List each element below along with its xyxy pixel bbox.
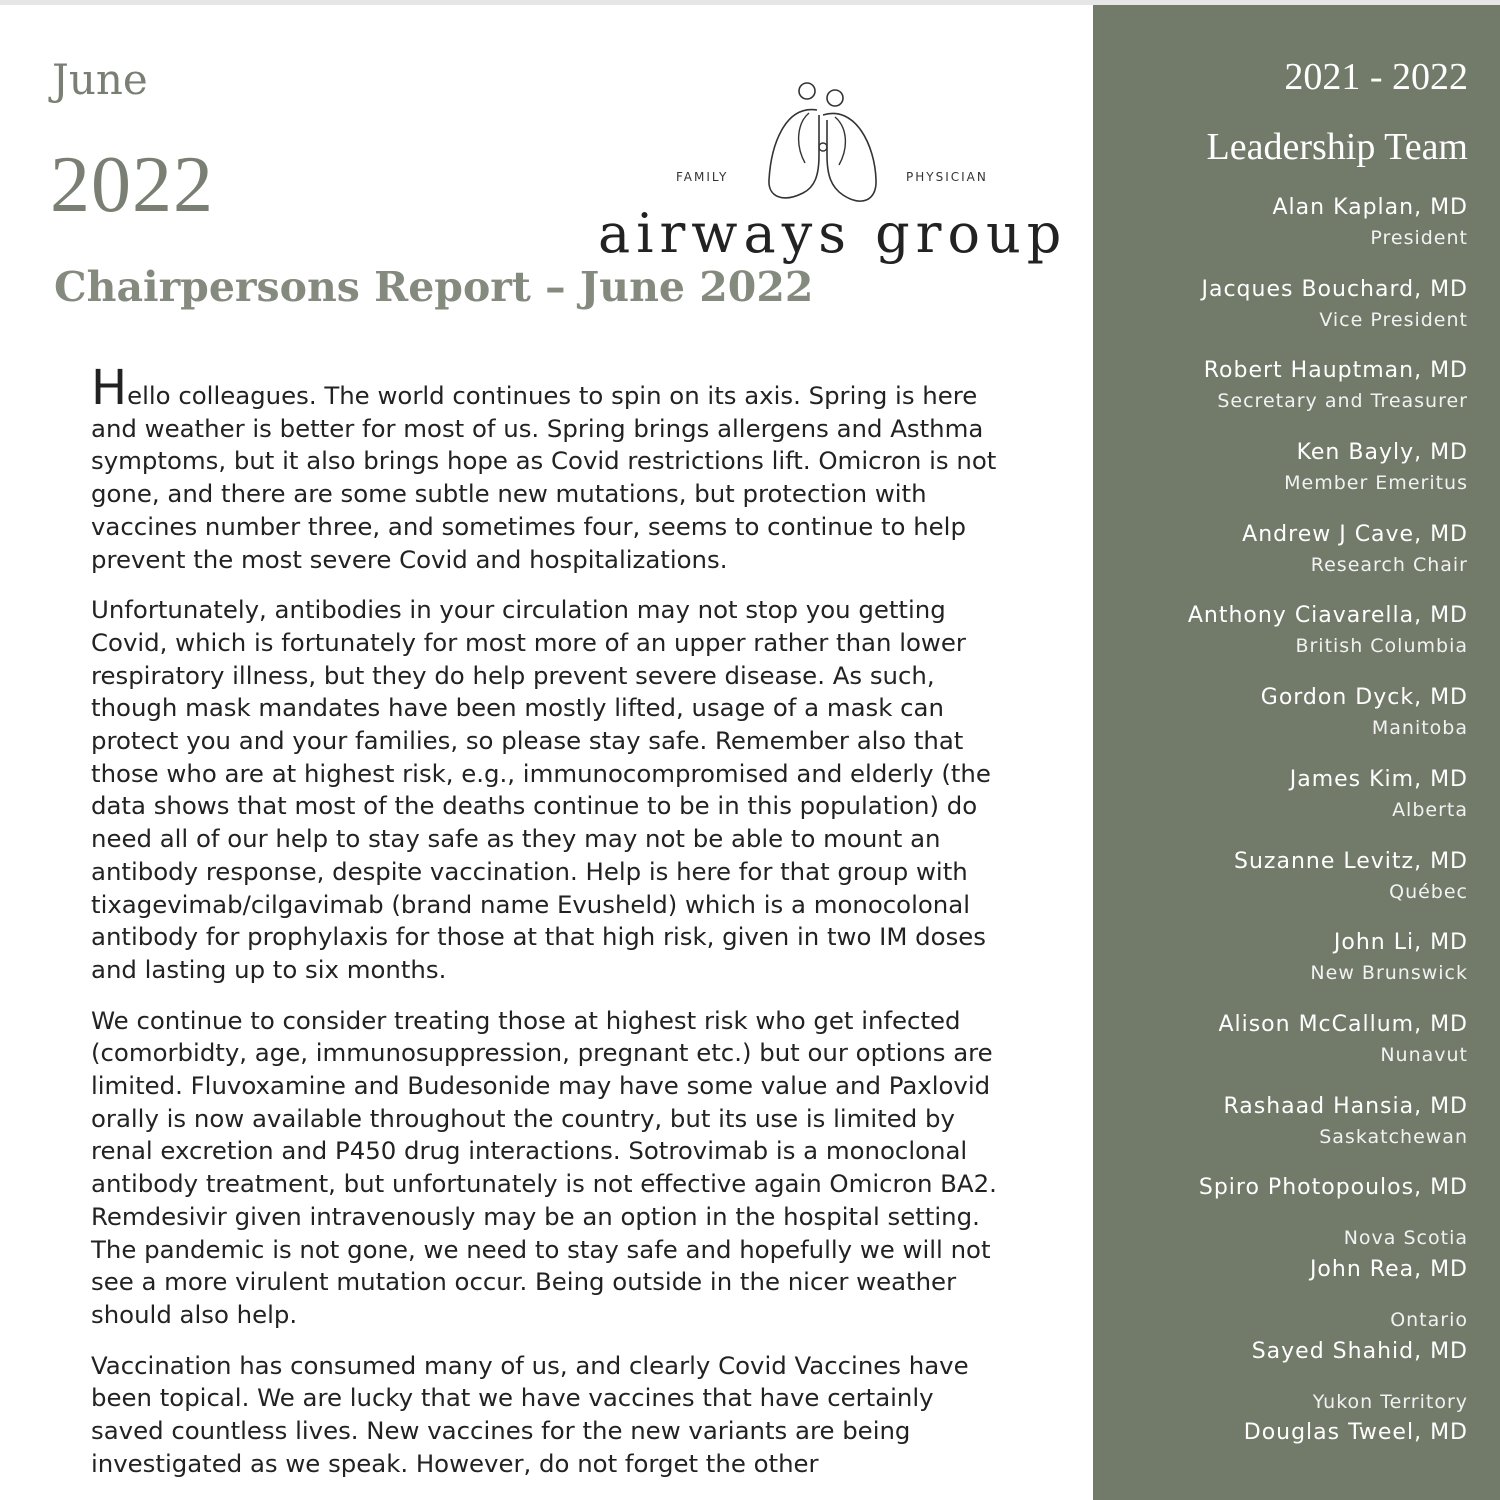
drop-cap: H [91, 360, 128, 416]
logo-wordmark: airways group [598, 202, 1068, 265]
member-name: Robert Hauptman, MD [1203, 358, 1468, 384]
member-name: Gordon Dyck, MD [1260, 685, 1468, 711]
member-name: Anthony Ciavarella, MD [1187, 603, 1468, 629]
member-name: Spiro Photopoulos, MD [1198, 1175, 1468, 1201]
member-item [1088, 520, 1468, 602]
report-body [91, 360, 1011, 1499]
paragraph-3: We continue to consider treating those at highest risk who get infected (comorbidty, age, immunosuppression, pregnant etc.) but our options are limited. Fluvoxamine and Budesonide may have some value and Paxlovid orally is now available throughout the country, but its use is limited by renal excretion and P450 drug interactions. Sotrovimab is a monoclonal antibody treatment, but unfortunately is not effective again Omicron BA2. Remdesivir given intravenously may be an option in the hospital setting. The pandemic is not gone, we need to stay safe and hopefully we will not see a more virulent mutation occur. Being outside in the nicer weather should also help. [91, 1005, 997, 1329]
member-item [1088, 765, 1468, 847]
logo-family-label: FAMILY [676, 170, 729, 184]
member-name: Jacques Bouchard, MD [1201, 276, 1468, 302]
member-name: Ken Bayly, MD [1296, 440, 1468, 466]
member-list [1088, 193, 1468, 1500]
member-item [1088, 928, 1468, 1010]
member-name: Douglas Tweel, MD [1243, 1420, 1468, 1446]
issue-month: June [52, 55, 148, 104]
member-role: President [1370, 227, 1468, 249]
member-item [1088, 601, 1468, 683]
logo-physician-label: PHYSICIAN [906, 170, 988, 184]
member-name: John Rea, MD [1309, 1256, 1468, 1282]
member-role: Nunavut [1380, 1043, 1468, 1066]
member-name: John Li, MD [1333, 930, 1468, 956]
member-name: Alan Kaplan, MD [1272, 195, 1468, 220]
leadership-sidebar [1093, 5, 1500, 1500]
paragraph-1 [91, 360, 1011, 576]
report-title: Chairpersons Report – June 2022 [54, 263, 814, 311]
paragraph-1-text: ello colleagues. The world continues to spin on its axis. Spring is here and weather is better for most of us. Spring brings allergens and Asthma symptoms, but it also brings hope as Covid restrictions lift. Omicron is not gone, and there are some subtle new mutations, but protection with vaccines number three, and sometimes four, seems to continue to help prevent the most severe Covid and hospitalizations. [91, 381, 997, 574]
member-role: New Brunswick [1310, 962, 1468, 985]
member-item [1088, 1010, 1468, 1092]
member-role: Member Emeritus [1284, 472, 1468, 495]
member-item [1088, 1255, 1468, 1337]
member-role: Yukon Territory [1312, 1390, 1468, 1413]
member-role: Research Chair [1310, 553, 1468, 576]
paragraph-2: Unfortunately, antibodies in your circulation may not stop you getting Covid, which is fortunately for most more of an upper rather than lower respiratory illness, but they do help prevent severe disease. As such, though mask mandates have been mostly lifted, usage of a mask can protect you and your families, so please stay safe. Remember also that those who are at highest risk, e.g., immunocompromised and elderly (the data shows that most of the deaths continue to be in this population) do need all of our help to stay safe as they may not be able to mount an antibody response, despite vaccination. Help is here for that group with tixagevimab/cilgavimab (brand name Evusheld) which is a monocolonal antibody for prophylaxis for those at that high risk, given in two IM doses and lasting up to six months. [91, 595, 991, 984]
member-item [1088, 1092, 1468, 1174]
member-role: Secretary and Treasurer [1217, 390, 1468, 413]
member-role: Ontario [1390, 1308, 1468, 1331]
member-role: British Columbia [1295, 635, 1468, 658]
member-item [1088, 1418, 1468, 1500]
member-role: Saskatchewan [1319, 1125, 1468, 1148]
member-name: James Kim, MD [1289, 766, 1468, 792]
lungs-logo-icon [765, 75, 880, 210]
member-role: Alberta [1392, 798, 1468, 821]
member-role: Manitoba [1371, 717, 1468, 740]
member-name: Alison McCallum, MD [1218, 1011, 1468, 1037]
member-item [1088, 683, 1468, 765]
member-name: Andrew J Cave, MD [1242, 521, 1468, 547]
sidebar-years: 2021 - 2022 [1284, 56, 1468, 98]
paragraph-4: Vaccination has consumed many of us, and clearly Covid Vaccines have been topical. We are lucky that we have vaccines that have certainly saved countless lives. New vaccines for the new variants are being investigated as we speak. However, do not forget the other [91, 1350, 969, 1478]
member-item [1088, 356, 1468, 438]
member-name: Rashaad Hansia, MD [1223, 1093, 1468, 1119]
member-item [1088, 275, 1468, 357]
member-item [1088, 847, 1468, 929]
member-name: Suzanne Levitz, MD [1234, 848, 1468, 874]
sidebar-heading: Leadership Team [1206, 126, 1468, 168]
member-role: Vice President [1319, 308, 1468, 331]
member-name: Sayed Shahid, MD [1251, 1338, 1468, 1364]
member-role: Nova Scotia [1343, 1227, 1468, 1250]
airways-group-logo [590, 70, 1068, 280]
issue-year: 2022 [50, 141, 214, 229]
member-role: Québec [1389, 880, 1468, 903]
member-item [1088, 1337, 1468, 1419]
member-item [1088, 438, 1468, 520]
member-item [1088, 1173, 1468, 1255]
member-item [1088, 193, 1468, 275]
